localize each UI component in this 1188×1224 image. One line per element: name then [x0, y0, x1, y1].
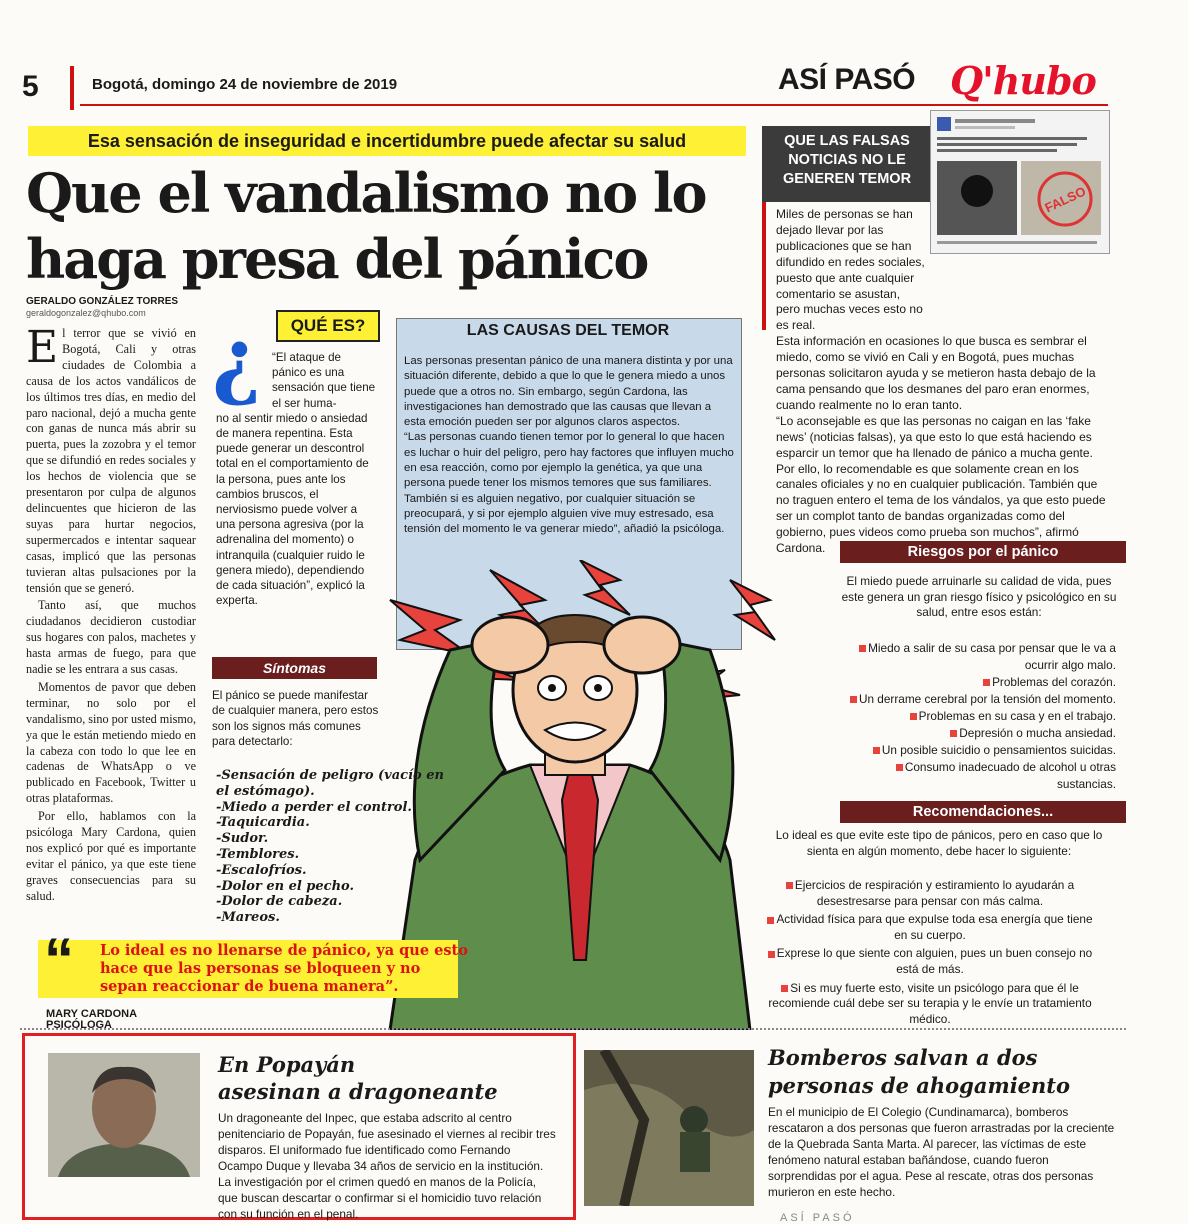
rescue-photo	[584, 1050, 754, 1206]
quote-author: MARY CARDONA	[46, 1008, 138, 1020]
article-paragraph: Tanto así, que muchos ciudadanos decidieron custodiar sus hogares con palos, machetes y hasta armas de fuego, para que nadie se les entrara a sus casas.	[26, 598, 196, 677]
sintomas-intro: El pánico se puede manifestar de cualquier manera, pero estos son los signos más comunes para detectarlo:	[212, 689, 379, 749]
sintomas-title: Síntomas	[212, 657, 377, 679]
newspaper-logo: Q'hubo	[950, 58, 1096, 103]
bullet-icon	[950, 730, 957, 737]
footer-section: ASÍ PASÓ	[780, 1212, 855, 1224]
popayan-text: Un dragoneante del Inpec, que estaba adscrito al centro penitenciario de Popayán, fue asesinado el viernes al recibir tres disparos. El uniformado fue identificado como Fernando Ocampo Duque y llevaba 34 años de servicio en la institución. La investigación por el crimen quedó en manos de la Policía, que buscan descartar o confirmar si el homicidio tuvo relación con su función en el penal.	[218, 1111, 556, 1221]
que-es-text-intro: “El ataque de pánico es una sensación que tiene el ser huma-	[272, 351, 376, 410]
que-es-text-body: no al sentir miedo o ansiedad de manera repentina. Esta puede generar un descontrol total en el comportamiento de la persona, pues ante los cambios bruscos, el nerviosismo puede volver a una persona agresiva (por la adrenalina del momento) o intranquila (cualquier ruido le genera miedo), dependiendo de cada situación”, explicó la experta.	[216, 411, 369, 608]
pull-quote-text: Lo ideal es no llenarse de pánico, ya que esto hace que las personas se bloqueen y no sepan reaccionar de buena manera”.	[100, 942, 468, 995]
bomberos-headline-line-1: Bomberos salvan a dos	[768, 1045, 1038, 1070]
bullet-icon	[850, 696, 857, 703]
riesgo-item: Un derrame cerebral por la tensión del momento.	[842, 691, 1116, 708]
bullet-icon	[983, 679, 990, 686]
sintoma-item: -Sensación de peligro (vacío en el estómago).	[216, 768, 444, 799]
falsas-paragraph: “Lo aconsejable es que las personas no caigan en las ‘fake news’ (noticias falsas), ya que esto lo que está haciendo es esparcir un temor que ha llenado de pánico a mucha gente. Por ello, lo recomendable es que solamente crean en los canales oficiales y no en cualquier publicación. También que no traguen entero el tema de los vándalos, ya que esto puede ser un complot tanto de bandas organizadas como del gobierno, pues videos como prueba son muchos”, afirmó Cardona.	[776, 413, 1106, 556]
recomendacion-item: Si es muy fuerte esto, visite un psicólogo para que él le recomiende cuál debe ser su terapia y le envíe un tratamiento médico.	[768, 980, 1092, 1026]
bomberos-headline	[768, 1044, 1118, 1100]
quote-author-role: PSICÓLOGA	[46, 1019, 113, 1031]
riesgo-item: Un posible suicidio o pensamientos suicidas.	[842, 742, 1116, 759]
section-title: ASÍ PASÓ	[778, 63, 916, 96]
riesgo-item: Depresión o mucha ansiedad.	[842, 725, 1116, 742]
riesgos-title: Riesgos por el pánico	[840, 541, 1126, 563]
falso-stamp: FALSO	[1042, 183, 1089, 216]
popayan-headline-line-1: En Popayán	[218, 1052, 356, 1077]
page-number: 5	[22, 70, 39, 103]
bomberos-text: En el municipio de El Colegio (Cundinamarca), bomberos rescataron a dos personas que fueron arrastradas por la creciente de la Quebrada Santa Marta. Al parecer, las víctimas de este fenómeno natural estaban bañándose, cuando fueron sorprendidas por el agua. Pese al rescate, otras dos personas murieron en este hecho.	[768, 1105, 1115, 1199]
recomendaciones-list	[760, 878, 1100, 1030]
article-body	[26, 322, 196, 907]
popayan-headline-line-2: asesinan a dragoneante	[218, 1079, 498, 1104]
header-rule	[80, 104, 1108, 106]
question-mark-icon: ¿	[212, 310, 262, 409]
article-paragraph: l terror que se vivió en Bogotá, Cali y otras ciudades de Colombia a causa de los actos vandálicos de los últimos tres días, en medio del paro nacional, dejó a mucha gente con ganas de nunca más abrir su puerta, pues la zozobra y el temor que se difundió en redes sociales y los hechos de violencia que se presentaron por culpa de algunos delincuentes que hicieron de las suyas para hurtar negocios, supermercados e intentar saquear casas, implicó que las personas tuvieran altas pulsaciones por la tensión que se generó.	[26, 326, 196, 595]
recomendaciones-title: Recomendaciones...	[840, 801, 1126, 823]
drop-cap: E	[26, 322, 59, 373]
que-es-title: QUÉ ES?	[276, 310, 380, 342]
sintoma-item: -Dolor de cabeza.	[216, 894, 343, 910]
bullet-icon	[859, 645, 866, 652]
riesgo-item: Consumo inadecuado de alcohol u otras sustancias.	[842, 759, 1116, 793]
falsas-noticias-text	[776, 207, 1106, 557]
sintoma-item: -Temblores.	[216, 846, 300, 862]
sintoma-item: -Taquicardia.	[216, 815, 310, 831]
bullet-icon	[768, 951, 775, 958]
issue-date: Bogotá, domingo 24 de noviembre de 2019	[92, 76, 398, 93]
recomendacion-item: Exprese lo que siente con alguien, pues un buen consejo no está de más.	[760, 946, 1100, 977]
riesgo-item: Miedo a salir de su casa por pensar que le va a ocurrir algo malo.	[842, 640, 1116, 674]
quote-mark-icon: “	[44, 926, 74, 993]
headline-line-1: Que el vandalismo no lo	[26, 161, 706, 225]
sintomas-list	[216, 768, 456, 926]
article-paragraph: Por ello, hablamos con la psicóloga Mary Cardona, quien nos explicó por qué es importante evitar el pánico, ya que este tiene graves consecuencias para su salud.	[26, 809, 196, 903]
sintoma-item: -Escalofríos.	[216, 862, 307, 878]
bullet-icon	[873, 747, 880, 754]
riesgos-intro: El miedo puede arruinarle su calidad de vida, pues este genera un gran riesgo físico y psicológico en su salud, entre esos están:	[841, 574, 1117, 620]
bullet-icon	[910, 713, 917, 720]
recomendaciones-intro: Lo ideal es que evite este tipo de pánicos, pero en caso que lo sienta en algún momento, debe hacer lo siguiente:	[775, 828, 1103, 858]
section-divider	[20, 1028, 1126, 1030]
causas-paragraph: Las personas presentan pánico de una manera distinta y por una situación diferente, debido a que lo que le genera miedo a unos puede que a otros no. Sin embargo, según Cardona, las investigaciones han demostrado que las causas que llevan a esta emoción pueden ser por algunos claros aspectos.	[404, 355, 733, 429]
author-email: geraldogonzalez@qhubo.com	[26, 308, 146, 318]
causas-text	[404, 354, 734, 538]
falsas-paragraph: Miles de personas se han dejado llevar por las publicaciones que se han difundido en redes sociales, puesto que ante cualquier comentario se asustan, pero muchas veces esto no es real.	[776, 207, 925, 333]
causas-paragraph: “Las personas cuando tienen temor por lo general lo que hacen es luchar o huir del peligro, pero hay factores que influyen mucho en esa reacción, como por ejemplo la genética, ya que una persona puede tener los mismos temores que sus familiares. También si es alguien negativo, por cualquier situación se preocupará, y si por ejemplo alguien vive muy estresado, esa tensión del momento le va generar miedo”, añadió la psicóloga.	[404, 431, 734, 536]
article-headline	[26, 160, 766, 292]
bomberos-headline-line-2: personas de ahogamiento	[768, 1073, 1071, 1098]
article-paragraph: Momentos de pavor que deben terminar, no solo por el vandalismo, sino por usted mismo, ya que le están metiendo miedo en la cabeza con todo lo que lee en cadenas de WhatsApp o ve publicado en Facebook, Twitter u otras plataformas.	[26, 679, 196, 806]
sintoma-item: -Miedo a perder el control.	[216, 799, 412, 815]
bullet-icon	[767, 917, 774, 924]
bullet-icon	[786, 882, 793, 889]
riesgo-item: Problemas del corazón.	[842, 674, 1116, 691]
popayan-headline	[218, 1051, 558, 1105]
riesgo-item: Problemas en su casa y en el trabajo.	[842, 708, 1116, 725]
sintoma-item: -Mareos.	[216, 910, 280, 926]
bullet-icon	[781, 985, 788, 992]
author-name: GERALDO GONZÁLEZ TORRES	[26, 296, 179, 307]
recomendacion-item: Actividad física para que expulse toda esa energía que tiene en su cuerpo.	[760, 912, 1100, 943]
causas-title: LAS CAUSAS DEL TEMOR	[466, 322, 670, 339]
sintoma-item: -Sudor.	[216, 831, 269, 847]
falsas-paragraph: Esta información en ocasiones lo que busca es sembrar el miedo, como se vivió en Cali y en Bogotá, pues muchas personas solicitaron ayuda y se metieron hasta debajo de la cama pensando que los desmanes del paro eran enormes, cuando realmente no lo eran tanto.	[776, 334, 1096, 412]
header-divider	[70, 66, 74, 110]
bullet-icon	[896, 764, 903, 771]
riesgos-list	[842, 640, 1116, 793]
sintoma-item: -Dolor en el pecho.	[216, 878, 355, 894]
officer-portrait-photo	[48, 1053, 200, 1177]
falsas-noticias-title: QUE LAS FALSAS NOTICIAS NO LE GENEREN TEMOR	[762, 126, 932, 202]
article-kicker: Esa sensación de inseguridad e incertidumbre puede afectar su salud	[28, 126, 746, 156]
recomendacion-item: Ejercicios de respiración y estiramiento lo ayudarán a desestresarse para pensar con más calma.	[760, 878, 1100, 909]
headline-line-2: haga presa del pánico	[26, 227, 648, 291]
